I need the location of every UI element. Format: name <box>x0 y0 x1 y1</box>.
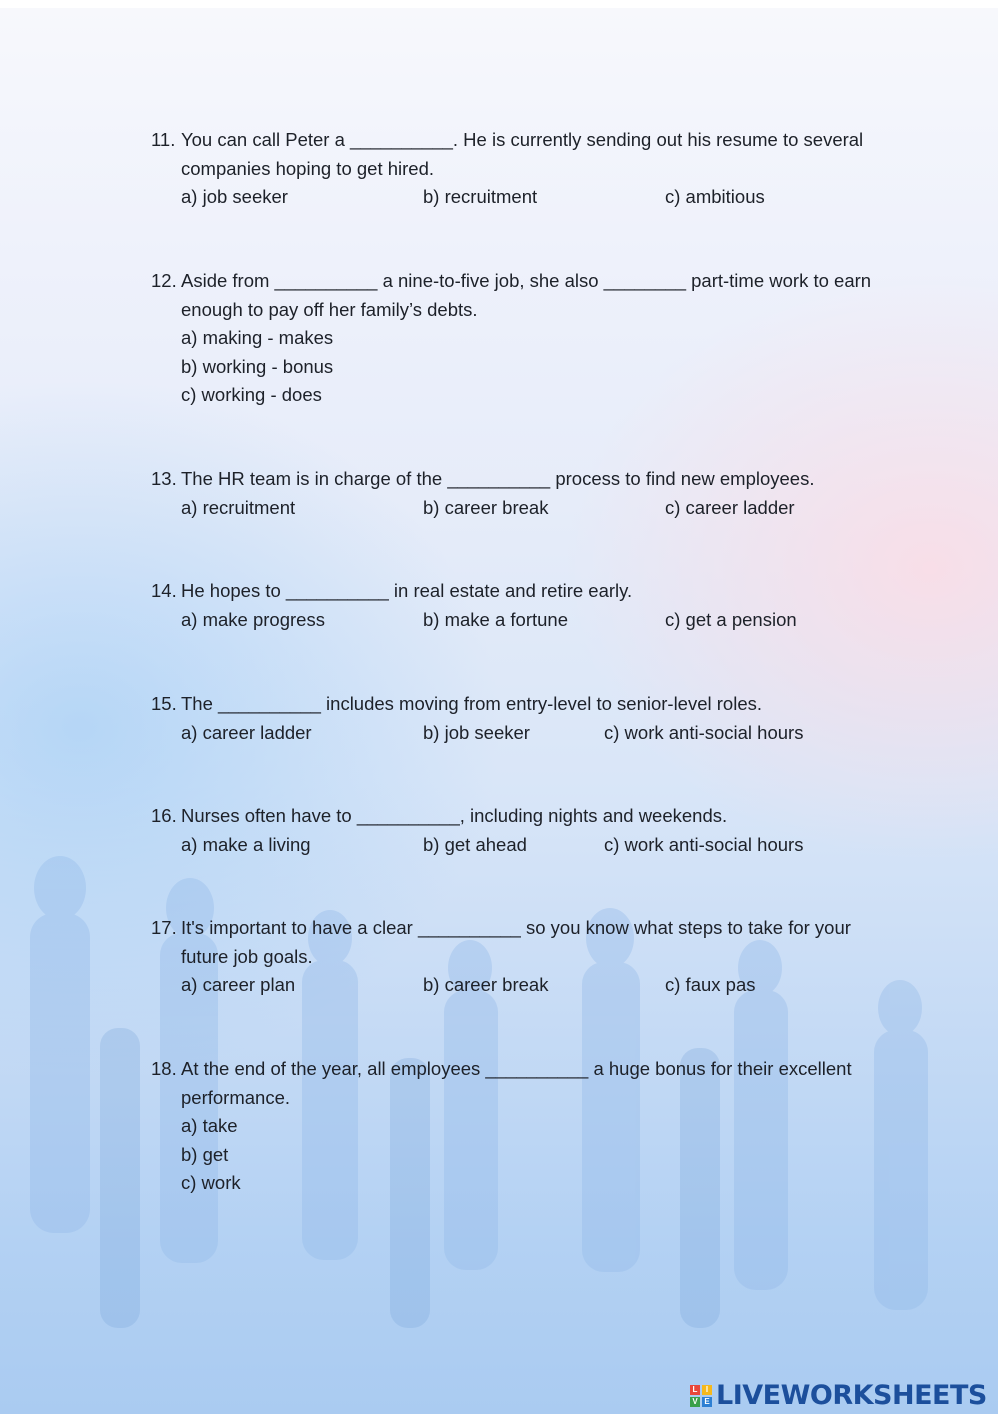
option-a[interactable]: a) take <box>181 1115 238 1136</box>
stem-line: companies hoping to get hired. <box>181 157 435 179</box>
logo-mark-l: L <box>690 1385 700 1395</box>
option-b[interactable]: b) job seeker <box>423 721 530 743</box>
stem-line: performance. <box>181 1086 290 1108</box>
option-a[interactable]: a) job seeker <box>181 186 288 207</box>
question-number: 11. <box>151 129 176 150</box>
option-c[interactable]: c) ambitious <box>665 186 765 207</box>
options-row <box>151 831 891 860</box>
question-stem <box>151 577 891 606</box>
option-a[interactable]: a) making - makes <box>181 327 334 348</box>
options-row <box>151 494 891 523</box>
option-c[interactable]: c) get a pension <box>665 608 797 630</box>
question-number: 17. <box>151 917 177 938</box>
question-13 <box>151 465 891 522</box>
option-c[interactable]: c) faux pas <box>665 974 756 995</box>
option-c[interactable]: c) work anti-social hours <box>604 721 804 743</box>
options-list <box>151 1112 891 1198</box>
question-17 <box>151 914 891 1000</box>
question-stem <box>151 267 891 324</box>
option-a[interactable]: a) career ladder <box>181 721 312 743</box>
option-c[interactable]: c) career ladder <box>665 496 795 518</box>
question-stem <box>151 126 891 183</box>
option-c[interactable]: c) working - does <box>181 384 322 405</box>
question-stem <box>151 465 891 494</box>
option-a[interactable]: a) recruitment <box>181 496 296 518</box>
question-stem <box>151 1055 891 1112</box>
stem-line: Nurses often have to __________, including nights and weekends. <box>181 805 728 826</box>
option-b[interactable]: b) career break <box>423 974 549 995</box>
stem-line: You can call Peter a __________. He is currently sending out his resume to several <box>181 129 864 150</box>
question-18 <box>151 1055 891 1198</box>
question-number: 18. <box>151 1058 177 1079</box>
option-b[interactable]: b) make a fortune <box>423 608 568 630</box>
options-row <box>151 606 891 635</box>
question-stem <box>151 690 891 719</box>
options-row <box>151 971 891 1000</box>
stem-line: enough to pay off her family’s debts. <box>181 298 478 320</box>
option-a[interactable]: a) career plan <box>181 974 296 995</box>
stem-line: At the end of the year, all employees __________ a huge bonus for their excellent <box>181 1058 852 1079</box>
option-b[interactable]: b) get ahead <box>423 833 527 855</box>
option-b[interactable]: b) working - bonus <box>181 355 334 377</box>
question-number: 12. <box>151 270 177 291</box>
question-number: 15. <box>151 693 177 714</box>
logo-mark-i: I <box>702 1385 712 1395</box>
option-c[interactable]: c) work <box>181 1172 241 1193</box>
stem-line: Aside from __________ a nine-to-five job, she also ________ part-time work to earn <box>181 270 872 291</box>
question-11 <box>151 126 891 212</box>
question-14 <box>151 577 891 634</box>
option-b[interactable]: b) career break <box>423 496 549 518</box>
logo-mark-e: E <box>702 1397 712 1407</box>
stem-line: He hopes to __________ in real estate and retire early. <box>181 580 633 601</box>
option-a[interactable]: a) make progress <box>181 608 325 630</box>
option-b[interactable]: b) get <box>181 1143 229 1165</box>
stem-line: The HR team is in charge of the __________ process to find new employees. <box>181 468 815 489</box>
question-15 <box>151 690 891 747</box>
question-number: 13. <box>151 468 177 489</box>
logo-mark-v: V <box>690 1397 700 1407</box>
option-c[interactable]: c) work anti-social hours <box>604 833 804 855</box>
worksheet-page <box>0 8 998 1414</box>
logo-text: LIVEWORKSHEETS <box>716 1380 987 1411</box>
stem-line: It's important to have a clear __________ so you know what steps to take for your <box>181 917 851 938</box>
question-number: 14. <box>151 580 177 601</box>
options-row <box>151 719 891 748</box>
question-number: 16. <box>151 805 177 826</box>
question-12 <box>151 267 891 410</box>
option-a[interactable]: a) make a living <box>181 833 311 855</box>
question-16 <box>151 802 891 859</box>
question-stem <box>151 802 891 831</box>
liveworksheets-logo <box>690 1380 987 1411</box>
question-stem <box>151 914 891 971</box>
stem-line: The __________ includes moving from entry-level to senior-level roles. <box>181 693 762 714</box>
options-row <box>151 183 891 212</box>
logo-mark-icon <box>690 1385 712 1407</box>
option-b[interactable]: b) recruitment <box>423 186 538 207</box>
options-list <box>151 324 891 410</box>
stem-line: future job goals. <box>181 945 313 967</box>
